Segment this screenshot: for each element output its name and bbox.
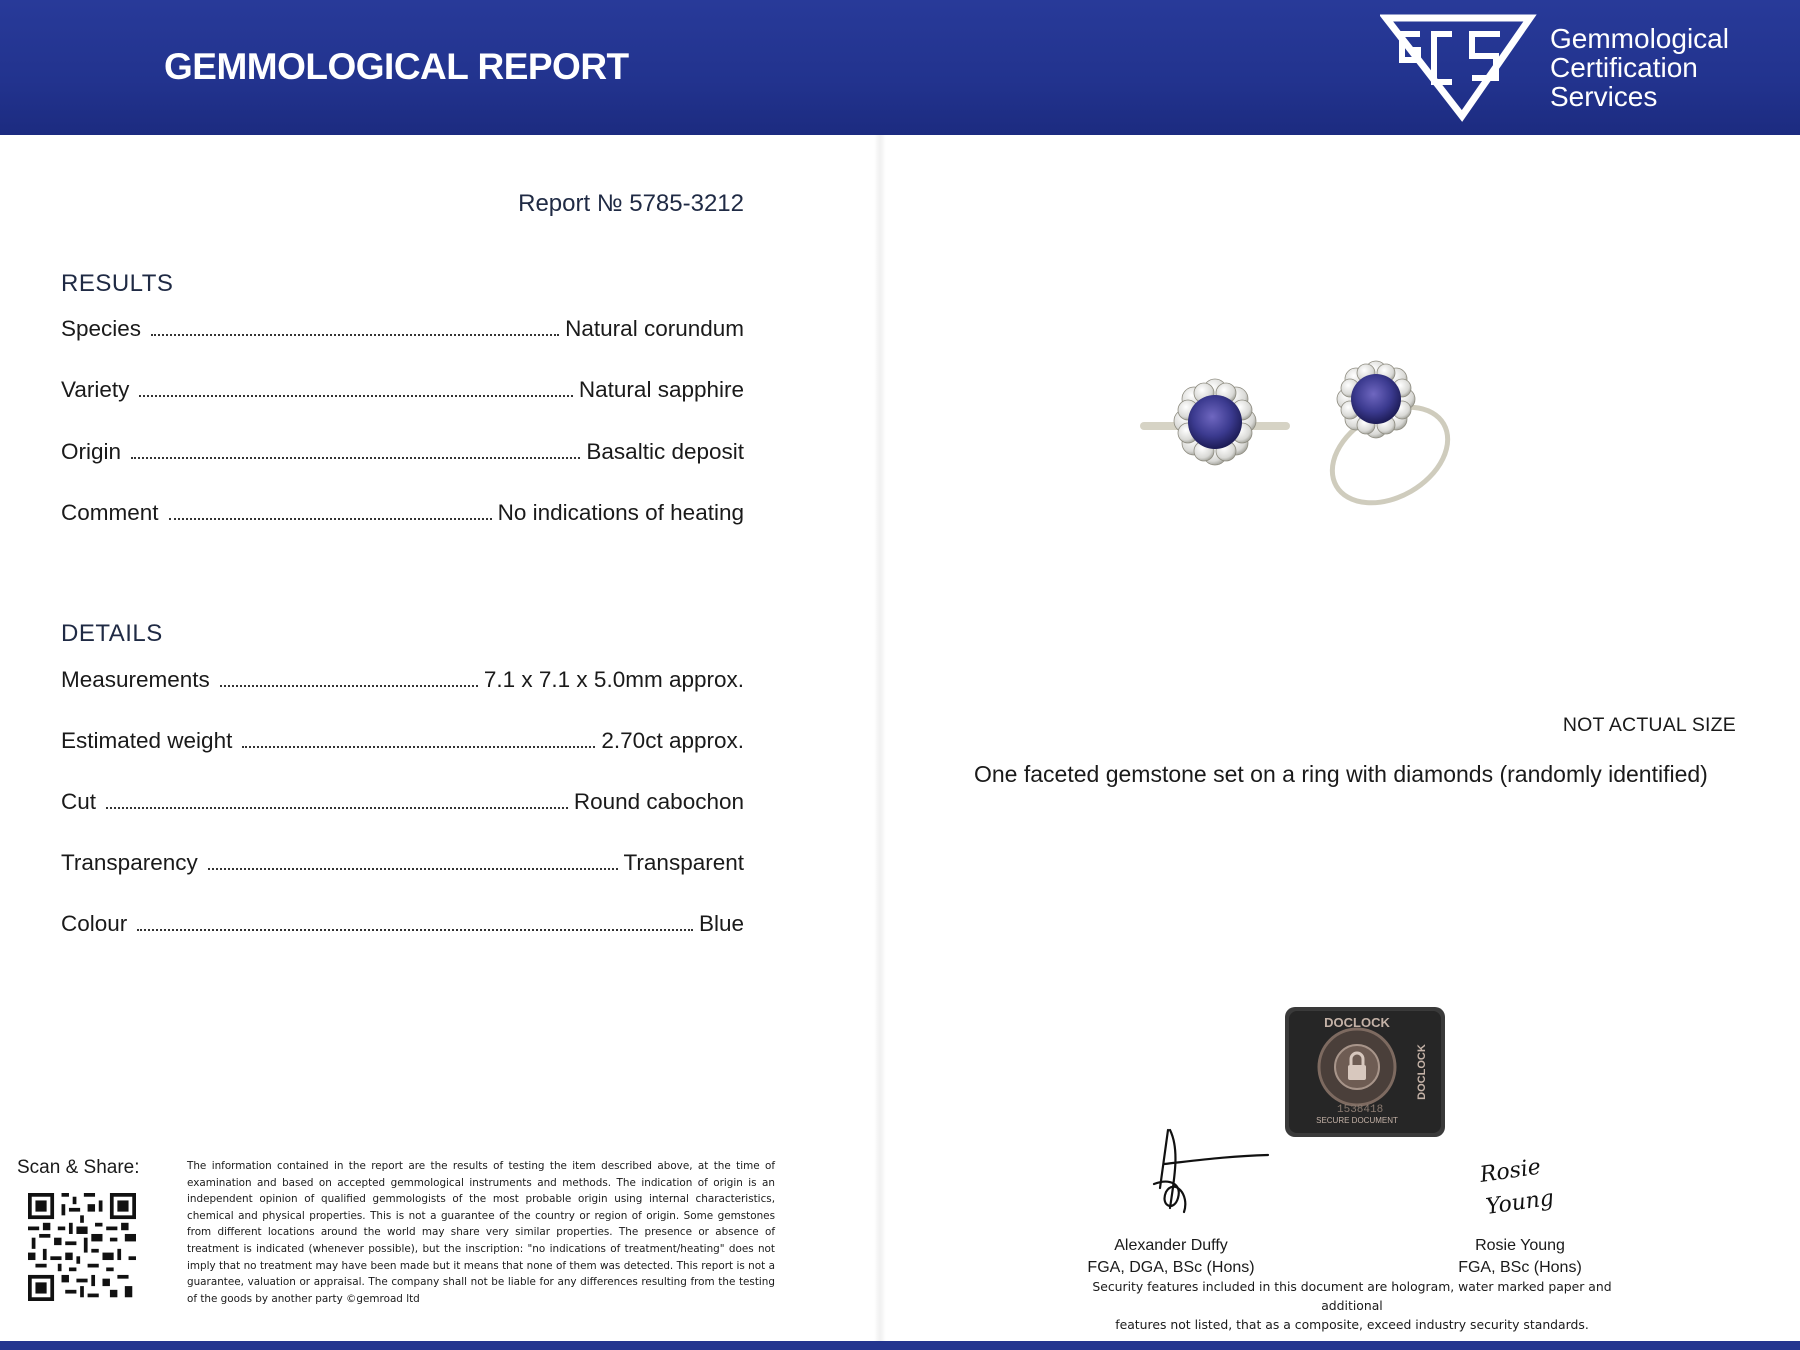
signer-name: Alexander Duffy [1114,1237,1228,1254]
row-value: 7.1 x 7.1 x 5.0mm approx. [483,667,744,692]
dot-leader [169,512,492,520]
signer-rosie-young [1405,1235,1635,1279]
footer-band [0,1341,880,1350]
row-label: Comment [61,500,159,525]
signer-name: Rosie Young [1475,1237,1565,1254]
hologram-serial: 1538418 [1337,1104,1384,1116]
row-value: Round cabochon [573,789,744,814]
details-row-measurements [61,667,744,693]
gcs-logo [1380,12,1780,124]
dot-leader [242,740,595,748]
ring-angled-view [1315,361,1460,515]
header-band [880,0,1800,135]
report-heading: GEMMOLOGICAL REPORT [164,46,629,87]
results-row-origin [61,439,744,465]
logo-line-2: Certification [1550,52,1698,83]
details-row-colour [61,911,744,937]
results-row-species [61,316,744,342]
row-value: No indications of heating [497,500,744,525]
dot-leader [208,862,618,870]
row-value: Basaltic deposit [586,439,744,464]
details-row-cut [61,789,744,815]
dot-leader [106,801,568,809]
logo-line-3: Services [1550,81,1658,112]
signature-rosie-young [1473,1152,1563,1232]
signer-credentials: FGA, DGA, BSc (Hons) [1087,1259,1255,1276]
results-title: RESULTS [61,270,174,297]
dot-leader [139,389,573,397]
ring-front-view [1140,379,1290,465]
signature-alexander-duffy [1130,1120,1280,1230]
dot-leader [131,451,580,459]
doclock-hologram-seal [1285,1007,1445,1137]
signer-alexander-duffy [1056,1235,1286,1279]
ring-photo [1140,355,1460,515]
gcs-logo-mark-icon [1380,12,1545,124]
row-label: Estimated weight [61,728,233,753]
details-title: DETAILS [61,620,163,647]
row-label: Transparency [61,850,198,875]
dot-leader [151,328,559,336]
legal-disclaimer: The information contained in the report are the results of testing the item described above, at the time of examination and based on accepted gemmological instruments and methods. The indication of origin is an independent opinion of qualified gemmologists of the most probable origin using internal characteristics, chemical and physical properties. This is not a guarantee of the country or region of origin. Some gemstones from different locations around the world may share very similar properties. The presence or absence of treatment is indicated (whenever possible), but the inscription: "no indications of treatment/heating" does not imply that no treatment may have been made but it means that none of them was detected. This report is not a guarantee, valuation or appraisal. The company shall not be liable for any differences resulting from the testing of the goods by another party ©gemroad ltd [187,1160,775,1305]
signer-credentials: FGA, BSc (Hons) [1458,1259,1582,1276]
row-value: Transparent [623,850,744,875]
row-value: Blue [698,911,744,936]
results-row-comment [61,500,744,526]
details-row-weight [61,728,744,754]
details-row-transparency [61,850,744,876]
report-number: Report № 5785-3212 [518,190,744,217]
dot-leader [137,923,693,931]
report-right-page [880,0,1800,1350]
hologram-side-text: DOCLOCK [1416,1044,1428,1100]
hologram-brand: DOCLOCK [1324,1015,1390,1030]
qr-code-icon[interactable] [28,1193,136,1301]
security-note-line-1: Security features included in this document are hologram, water marked paper and additional [1092,1279,1612,1313]
scan-share-label: Scan & Share: [17,1157,140,1178]
footer-band [880,1341,1800,1350]
dot-leader [220,679,478,687]
item-description: One faceted gemstone set on a ring with diamonds (randomly identified) [974,761,1708,787]
svg-text:Rosie: Rosie [1478,1154,1543,1188]
gcs-logo-text [1550,24,1729,111]
row-label: Cut [61,789,97,814]
row-value: Natural corundum [565,316,744,341]
row-value: 2.70ct approx. [601,728,744,753]
row-label: Species [61,316,142,341]
hologram-ring-text: SECURE DOCUMENT [1316,1116,1398,1125]
header-band [0,0,880,135]
security-features-note [1062,1277,1642,1334]
row-label: Variety [61,377,130,402]
row-value: Natural sapphire [578,377,744,402]
row-label: Origin [61,439,122,464]
row-label: Colour [61,911,128,936]
not-actual-size-note: NOT ACTUAL SIZE [1562,714,1736,736]
svg-text:Young: Young [1484,1185,1556,1220]
row-label: Measurements [61,667,210,692]
results-row-variety [61,377,744,403]
report-left-page [0,0,880,1350]
security-note-line-2: features not listed, that as a composite, exceed industry security standards. [1115,1317,1589,1332]
logo-line-1: Gemmological [1550,23,1729,54]
